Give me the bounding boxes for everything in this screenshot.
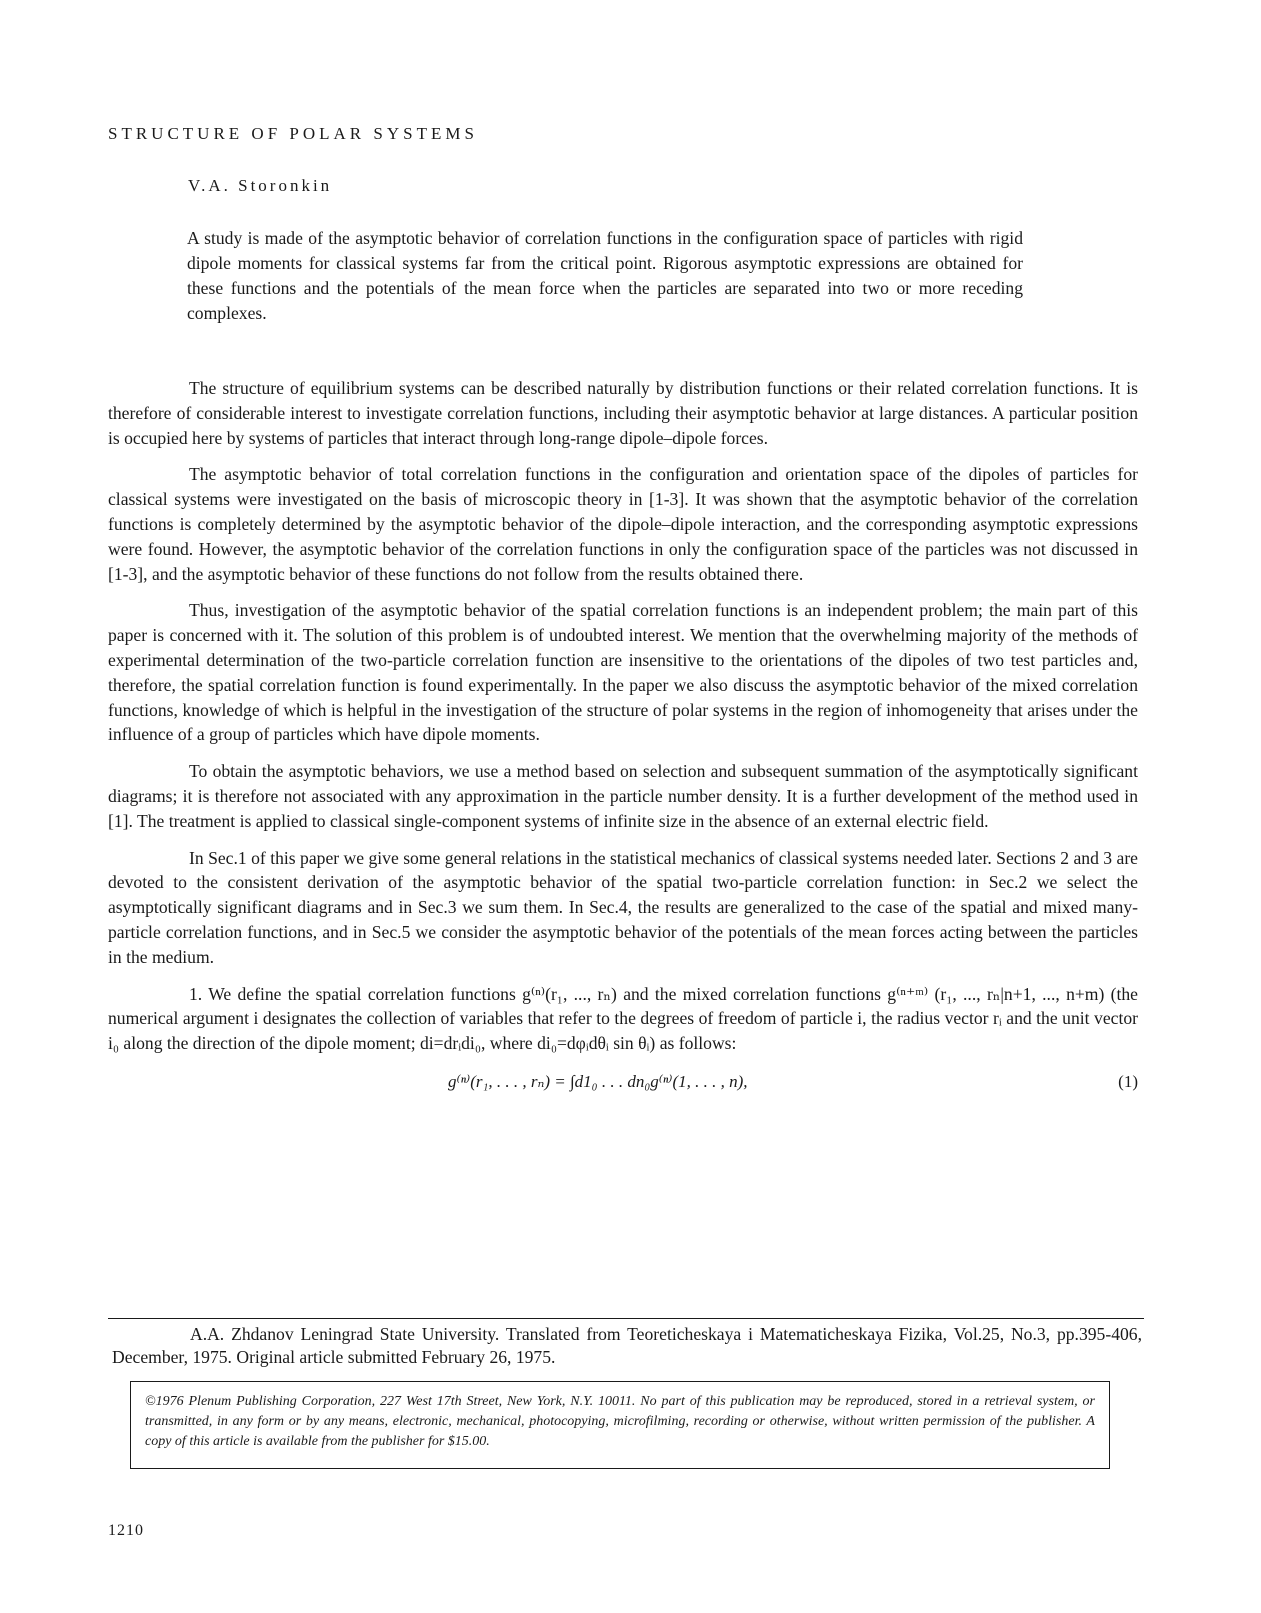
paragraph-outline: In Sec.1 of this paper we give some general relations in the statistical mechanics of classical systems needed later. Sections 2 and 3 are devoted to the consistent derivation of the asymptotic behavior of the spatial two-particle correlation function: in Sec.2 we select the asymptotically significant diagrams and in Sec.3 we sum them. In Sec.4, the results are generalized to the case of the spatial and mixed many-particle correlation functions, and in Sec.5 we consider the asymptotic behavior of the potentials of the mean forces acting between the particles in the medium. [108,847,1138,967]
footnote-rule [108,1318,1144,1319]
paper-title: STRUCTURE OF POLAR SYSTEMS [108,124,478,143]
abstract: A study is made of the asymptotic behavior of correlation functions in the configuration space of particles with rigid dipole moments for classical systems far from the critical point. Rigorous asymptotic expressions are obtained for these functions and the potentials of the mean force when the particles are separated into two or more receding complexes. [187,228,1023,323]
author-name: V.A. Storonkin [188,176,333,195]
body-text [108,376,1138,1104]
equation-number: (1) [1118,1071,1138,1091]
equation-line [108,1068,1138,1104]
paragraph-method: To obtain the asymptotic behaviors, we use a method based on selection and subsequent summation of the asymptotically significant diagrams; it is therefore not associated with any approximation in the particle number density. It is a further development of the method used in [1]. The treatment is applied to classical single-component systems of infinite size in the absence of an external electric field. [108,761,1138,831]
copyright-notice: ©1976 Plenum Publishing Corporation, 227 West 17th Street, New York, N.Y. 10011. No part of this publication may be reproduced, stored in a retrieval system, or transmitted, in any form or by any means, electronic, mechanical, photocopying, microfilming, recording or otherwise, without written permission of the publisher. A copy of this article is available from the publisher for $15.00. [130,1381,1110,1469]
page-number: 1210 [108,1522,144,1539]
affiliation-note: A.A. Zhdanov Leningrad State University. Translated from Teoreticheskaya i Matematicheskaya Fizika, Vol.25, No.3, pp.395-406, December, 1975. Original article submitted February 26, 1975. [112,1324,1142,1367]
equation-1: g⁽ⁿ⁾(r₁, . . . , rₙ) = ∫d1₀ . . . dn₀g⁽ⁿ⁾(1, . . . , n), [448,1071,748,1091]
paragraph-intro: The structure of equilibrium systems can be described naturally by distribution functions or their related correlation functions. It is therefore of considerable interest to investigate correlation functions, including their asymptotic behavior at large distances. A particular position is occupied here by systems of particles that interact through long-range dipole–dipole forces. [108,378,1138,448]
paragraph-section-1: 1. We define the spatial correlation functions g⁽ⁿ⁾(r₁, ..., rₙ) and the mixed correlation functions g⁽ⁿ⁺ᵐ⁾ (r₁, ..., rₙ|n+1, ..., n+m) (the numerical argument i designates the collection of variables that refer to the degrees of freedom of particle i, the radius vector rᵢ and the unit vector i₀ along the direction of the dipole moment; di=drᵢdi₀, where di₀=dφᵢdθᵢ sin θᵢ) as follows: [108,983,1138,1054]
paragraph-problem: Thus, investigation of the asymptotic behavior of the spatial correlation functions is an independent problem; the main part of this paper is concerned with it. The solution of this problem is of undoubted interest. We mention that the overwhelming majority of the methods of experimental determination of the two-particle correlation function are insensitive to the orientations of the dipoles of two test particles and, therefore, the spatial correlation function is found experimentally. In the paper we also discuss the asymptotic behavior of the mixed correlation functions, knowledge of which is helpful in the investigation of the structure of polar systems in the region of inhomogeneity that arises under the influence of a group of particles which have dipole moments. [108,600,1138,745]
paragraph-prior-work: The asymptotic behavior of total correlation functions in the configuration and orientation space of the dipoles of particles for classical systems were investigated on the basis of microscopic theory in [1-3]. It was shown that the asymptotic behavior of the correlation functions is completely determined by the asymptotic behavior of the dipole–dipole interaction, and the corresponding asymptotic expressions were found. However, the asymptotic behavior of the correlation functions in only the configuration space of the particles was not discussed in [1-3], and the asymptotic behavior of these functions do not follow from the results obtained there. [108,464,1138,584]
